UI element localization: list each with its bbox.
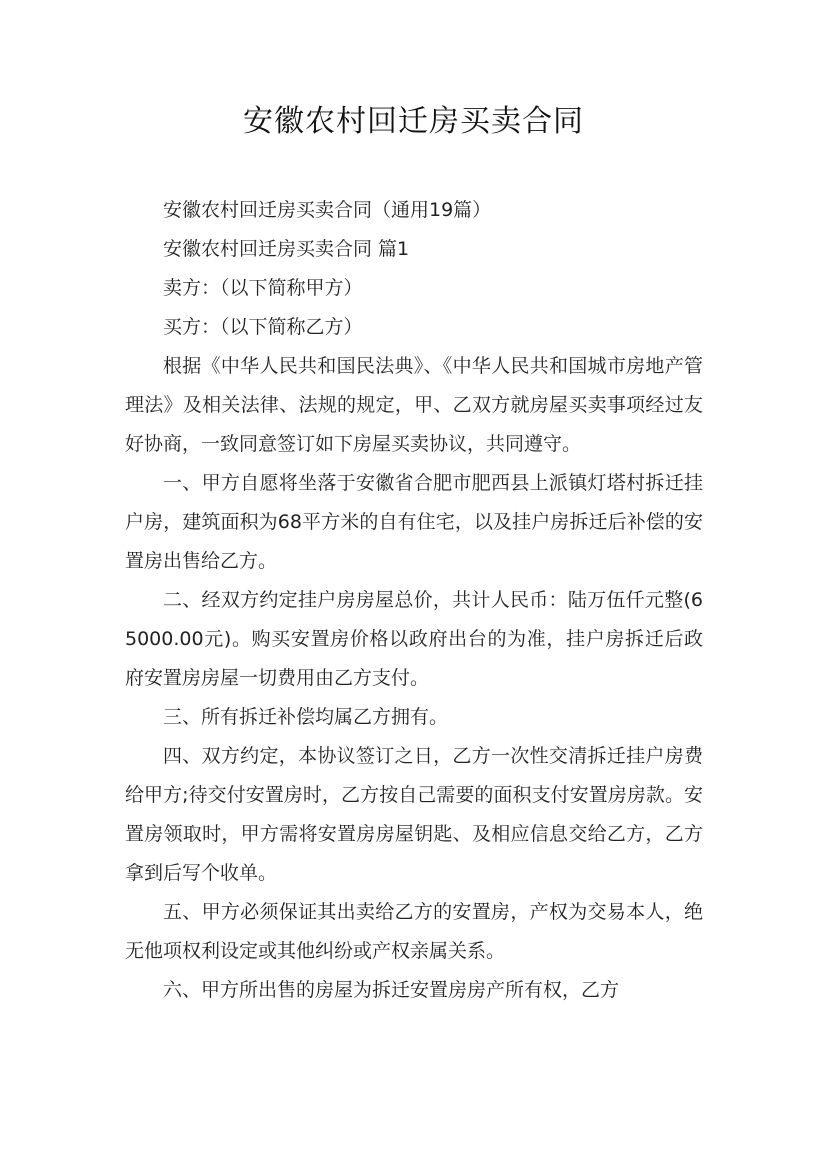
- document-title: 安徽农村回迁房买卖合同: [243, 104, 584, 139]
- document-body: [125, 191, 703, 1010]
- buyer-line: 买方：（以下简称乙方）: [163, 316, 363, 338]
- paragraph: 一、甲方自愿将坐落于安徽省合肥市肥西县上派镇灯塔村拆迁挂户房，建筑面积为68平方米的自有住宅，以及挂户房拆迁后补偿的安置房出售给乙方。: [125, 472, 703, 572]
- paragraph: 三、所有拆迁补偿均属乙方拥有。: [163, 706, 449, 728]
- paragraph: 四、双方约定，本协议签订之日，乙方一次性交清拆迁挂户房费给甲方;待交付安置房时，乙方按自己需要的面积支付安置房房款。安置房领取时，甲方需将安置房房屋钥匙、及相应信息交给乙方，乙方拿到后写个收单。: [125, 745, 703, 884]
- paragraph: 六、甲方所出售的房屋为拆迁安置房房产所有权，乙方: [163, 979, 620, 1001]
- paragraph: 五、甲方必须保证其出卖给乙方的安置房，产权为交易本人，绝无他项权利设定或其他纠纷或产权亲属关系。: [125, 901, 703, 962]
- paragraph: 二、经双方约定挂户房房屋总价，共计人民币：陆万伍仟元整(65000.00元)。购买安置房价格以政府出台的为准，挂户房拆迁后政府安置房房屋一切费用由乙方支付。: [125, 589, 703, 689]
- seller-line: 卖方：（以下简称甲方）: [163, 277, 363, 299]
- document-subtitle: 安徽农村回迁房买卖合同（通用19篇）: [163, 199, 492, 221]
- paragraph: 根据《中华人民共和国民法典》、《中华人民共和国城市房地产管理法》及相关法律、法规的规定，甲、乙双方就房屋买卖事项经过友好协商，一致同意签订如下房屋买卖协议，共同遵守。: [125, 355, 703, 455]
- section-heading: 安徽农村回迁房买卖合同 篇1: [163, 238, 410, 260]
